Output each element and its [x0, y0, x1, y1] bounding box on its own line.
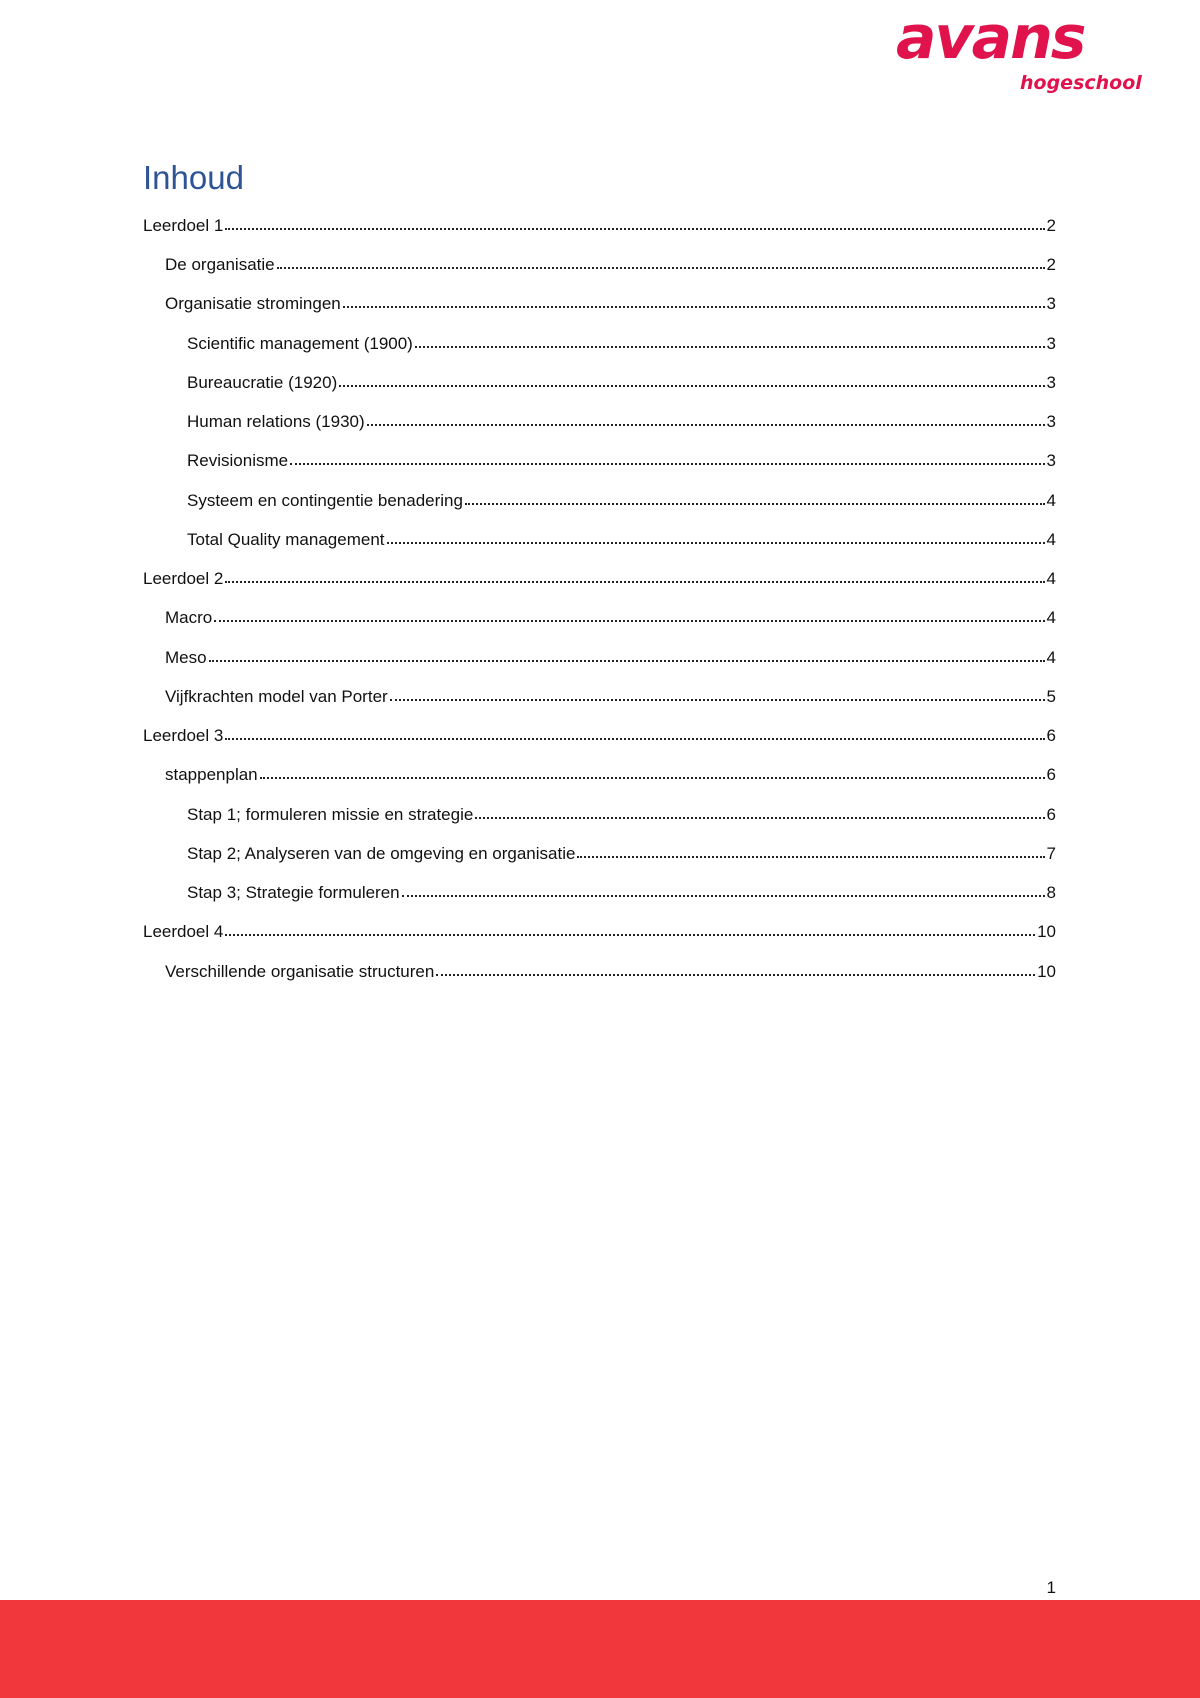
toc-entry-label: Verschillende organisatie structuren	[165, 962, 435, 981]
dot-leader	[225, 581, 1044, 583]
toc-entry-label: Systeem en contingentie benadering	[187, 491, 463, 510]
toc-entry-label: Meso	[165, 648, 207, 667]
toc-entry-page: 2	[1046, 216, 1056, 235]
dot-leader	[577, 856, 1044, 858]
toc-entry[interactable]	[187, 875, 1056, 901]
toc-entry-page: 3	[1046, 294, 1056, 313]
toc-entry-page: 4	[1046, 569, 1056, 588]
toc-entry-page: 4	[1046, 530, 1056, 549]
toc-entry[interactable]	[187, 326, 1056, 352]
toc-entry[interactable]	[165, 954, 1056, 980]
toc-entry[interactable]	[143, 561, 1056, 587]
toc-entry-label: De organisatie	[165, 255, 275, 274]
dot-leader	[225, 228, 1044, 230]
toc-entry-label: Vijfkrachten model van Porter	[165, 687, 388, 706]
dot-leader	[225, 738, 1044, 740]
toc-entry-label: Scientific management (1900)	[187, 334, 413, 353]
toc-entry-label: Revisionisme	[187, 451, 289, 470]
toc-entry[interactable]	[165, 757, 1056, 783]
toc-entry-page: 3	[1046, 451, 1056, 470]
toc-entry[interactable]	[187, 365, 1056, 391]
dot-leader	[390, 699, 1045, 701]
dot-leader	[225, 934, 1035, 936]
toc-entry-page: 2	[1046, 255, 1056, 274]
toc-entry-page: 4	[1046, 491, 1056, 510]
toc-entry[interactable]	[187, 483, 1056, 509]
toc-entry[interactable]	[143, 208, 1056, 234]
toc-entry-page: 8	[1046, 883, 1056, 902]
toc-entry-label: Stap 2; Analyseren van de omgeving en organisatie	[187, 844, 576, 863]
toc-entry[interactable]	[187, 797, 1056, 823]
dot-leader	[209, 660, 1045, 662]
toc-entry[interactable]	[187, 404, 1056, 430]
avans-logo	[896, 3, 1142, 104]
dot-leader	[402, 895, 1045, 897]
toc-entry-label: Leerdoel 2	[143, 569, 224, 588]
toc-entry[interactable]	[143, 718, 1056, 744]
dot-leader	[465, 503, 1045, 505]
toc-entry-page: 3	[1046, 412, 1056, 431]
dot-leader	[367, 424, 1045, 426]
toc-entry-label: Stap 3; Strategie formuleren	[187, 883, 400, 902]
toc-entry-page: 3	[1046, 334, 1056, 353]
dot-leader	[343, 306, 1045, 308]
toc-entry-page: 3	[1046, 373, 1056, 392]
toc-entry[interactable]	[165, 600, 1056, 626]
toc-entry-page: 5	[1046, 687, 1056, 706]
toc-entry[interactable]	[165, 640, 1056, 666]
dot-leader	[475, 817, 1044, 819]
dot-leader	[387, 542, 1045, 544]
dot-leader	[339, 385, 1044, 387]
toc-entry-page: 6	[1046, 726, 1056, 745]
toc-entry-label: Leerdoel 3	[143, 726, 224, 745]
toc-entry[interactable]	[187, 836, 1056, 862]
toc-entry-page: 4	[1046, 608, 1056, 627]
logo-wordmark: avans	[896, 3, 1085, 73]
toc-entry-label: Bureaucratie (1920)	[187, 373, 338, 392]
toc-entry-label: Total Quality management	[187, 530, 385, 549]
dot-leader	[415, 346, 1045, 348]
page-number: 1	[1046, 1578, 1056, 1597]
toc-entry[interactable]	[165, 247, 1056, 273]
toc-entry[interactable]	[165, 679, 1056, 705]
toc-entry-label: Human relations (1930)	[187, 412, 365, 431]
toc-entry-page: 7	[1046, 844, 1056, 863]
toc-entry-label: Stap 1; formuleren missie en strategie	[187, 805, 474, 824]
toc-entry-page: 6	[1046, 805, 1056, 824]
toc-title: Inhoud	[143, 159, 244, 196]
toc-entry-page: 10	[1037, 962, 1056, 981]
toc-entry-label: Leerdoel 1	[143, 216, 224, 235]
toc-entry-page: 4	[1046, 648, 1056, 667]
toc-entry-label: Leerdoel 4	[143, 922, 224, 941]
dot-leader	[290, 463, 1044, 465]
dot-leader	[436, 974, 1035, 976]
toc-entry-page: 10	[1037, 922, 1056, 941]
toc-entry[interactable]	[187, 522, 1056, 548]
toc-entry[interactable]	[187, 443, 1056, 469]
dot-leader	[277, 267, 1045, 269]
toc-entry-label: Macro	[165, 608, 213, 627]
toc-entry-label: Organisatie stromingen	[165, 294, 341, 313]
toc-entry-page: 6	[1046, 765, 1056, 784]
toc-entry[interactable]	[165, 286, 1056, 312]
toc-entry-label: stappenplan	[165, 765, 258, 784]
dot-leader	[260, 777, 1045, 779]
dot-leader	[214, 620, 1044, 622]
toc-entry[interactable]	[143, 914, 1056, 940]
logo-subtitle: hogeschool	[1020, 72, 1142, 94]
footer-band	[0, 1600, 1200, 1698]
